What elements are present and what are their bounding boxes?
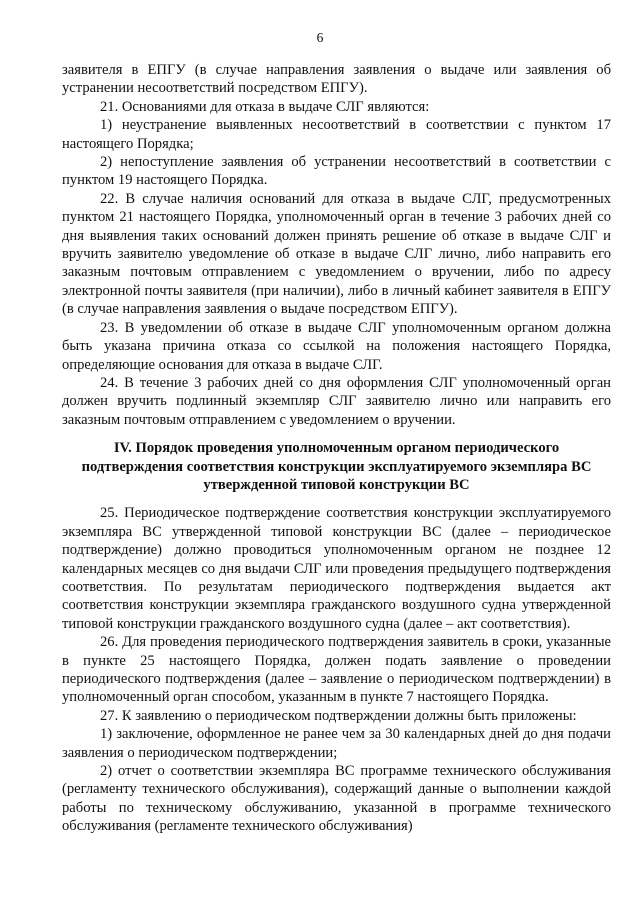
paragraph-23: 23. В уведомлении об отказе в выдаче СЛГ уполномоченным органом должна быть указана причина отказа со ссылкой на положения настоящего Порядка, определяющие основания для отказа в выдаче СЛГ.: [62, 319, 611, 373]
section-heading-line-1: IV. Порядок проведения уполномоченным органом периодического: [113, 440, 560, 457]
document-body: [62, 61, 611, 836]
paragraph-27-item-1: 1) заключение, оформленное не ранее чем за 30 календарных дней до дня подачи заявления о периодическом подтверждении;: [62, 726, 611, 761]
page-number: 6: [316, 30, 324, 45]
paragraph-21-item-2: 2) непоступление заявления об устранении несоответствий в соответствии с пунктом 19 настоящего Порядка.: [62, 154, 611, 189]
paragraph-25: 25. Периодическое подтверждение соответствия конструкции эксплуатируемого экземпляра ВС утвержденной типовой конструкции ВС (далее – периодическое подтверждение) должно проводиться уполномоченным органом не позднее 12 календарных месяцев со дня выдачи СЛГ или проведения предыдущего подтверждения соответствия. По результатам периодического подтверждения выдается акт соответствия конструкции экземпляра гражданского воздушного судна утвержденной типовой конструкции гражданского воздушного судна (далее – акт соответствия).: [62, 505, 611, 632]
section-heading: [62, 439, 611, 494]
paragraph-continuation: заявителя в ЕПГУ (в случае направления заявления о выдаче или заявления об устранении несоответствий посредством ЕПГУ).: [62, 62, 611, 97]
paragraph-27-item-2: 2) отчет о соответствии экземпляра ВС программе технического обслуживания (регламенту технического обслуживания), содержащий данные о выполнении каждой работы по техническому обслуживанию, указанной в программе технического обслуживания (регламенте технического обслуживания): [62, 763, 611, 835]
section-heading-line-3: утвержденной типовой конструкции ВС: [203, 476, 470, 493]
paragraph-21-item-1: 1) неустранение выявленных несоответствий в соответствии с пунктом 17 настоящего Порядка;: [62, 117, 611, 152]
paragraph-22: 22. В случае наличия оснований для отказа в выдаче СЛГ, предусмотренных пунктом 21 настоящего Порядка, уполномоченный орган в течение 3 рабочих дней со дня выявления таких оснований должен принять решение об отказе в выдаче СЛГ и вручить заявителю уведомление об отказе в выдаче СЛГ лично, либо направить его заказным почтовым отправлением с уведомлением о вручении, либо по адресу электронной почты заявителя (при наличии), либо в личный кабинет заявителя в ЕПГУ (в случае направления заявления о выдаче посредством ЕПГУ).: [62, 190, 611, 318]
paragraph-27: 27. К заявлению о периодическом подтверждении должны быть приложены:: [100, 707, 577, 724]
paragraph-26: 26. Для проведения периодического подтверждения заявитель в сроки, указанные в пункте 25 настоящего Порядка, должен подать заявление о проведении периодического подтверждения (далее – заявление о периодическом подтверждении) в уполномоченный орган способом, указанным в пункте 7 настоящего Порядка.: [62, 634, 611, 706]
paragraph-21: 21. Основаниями для отказа в выдаче СЛГ являются:: [100, 98, 430, 115]
paragraph-24: 24. В течение 3 рабочих дней со дня оформления СЛГ уполномоченный орган должен вручить подлинный экземпляр СЛГ заявителю лично или направить его заказным почтовым отправлением с уведомлением о вручении.: [62, 374, 611, 428]
section-heading-line-2: подтверждения соответствия конструкции эксплуатируемого экземпляра ВС: [81, 458, 592, 475]
